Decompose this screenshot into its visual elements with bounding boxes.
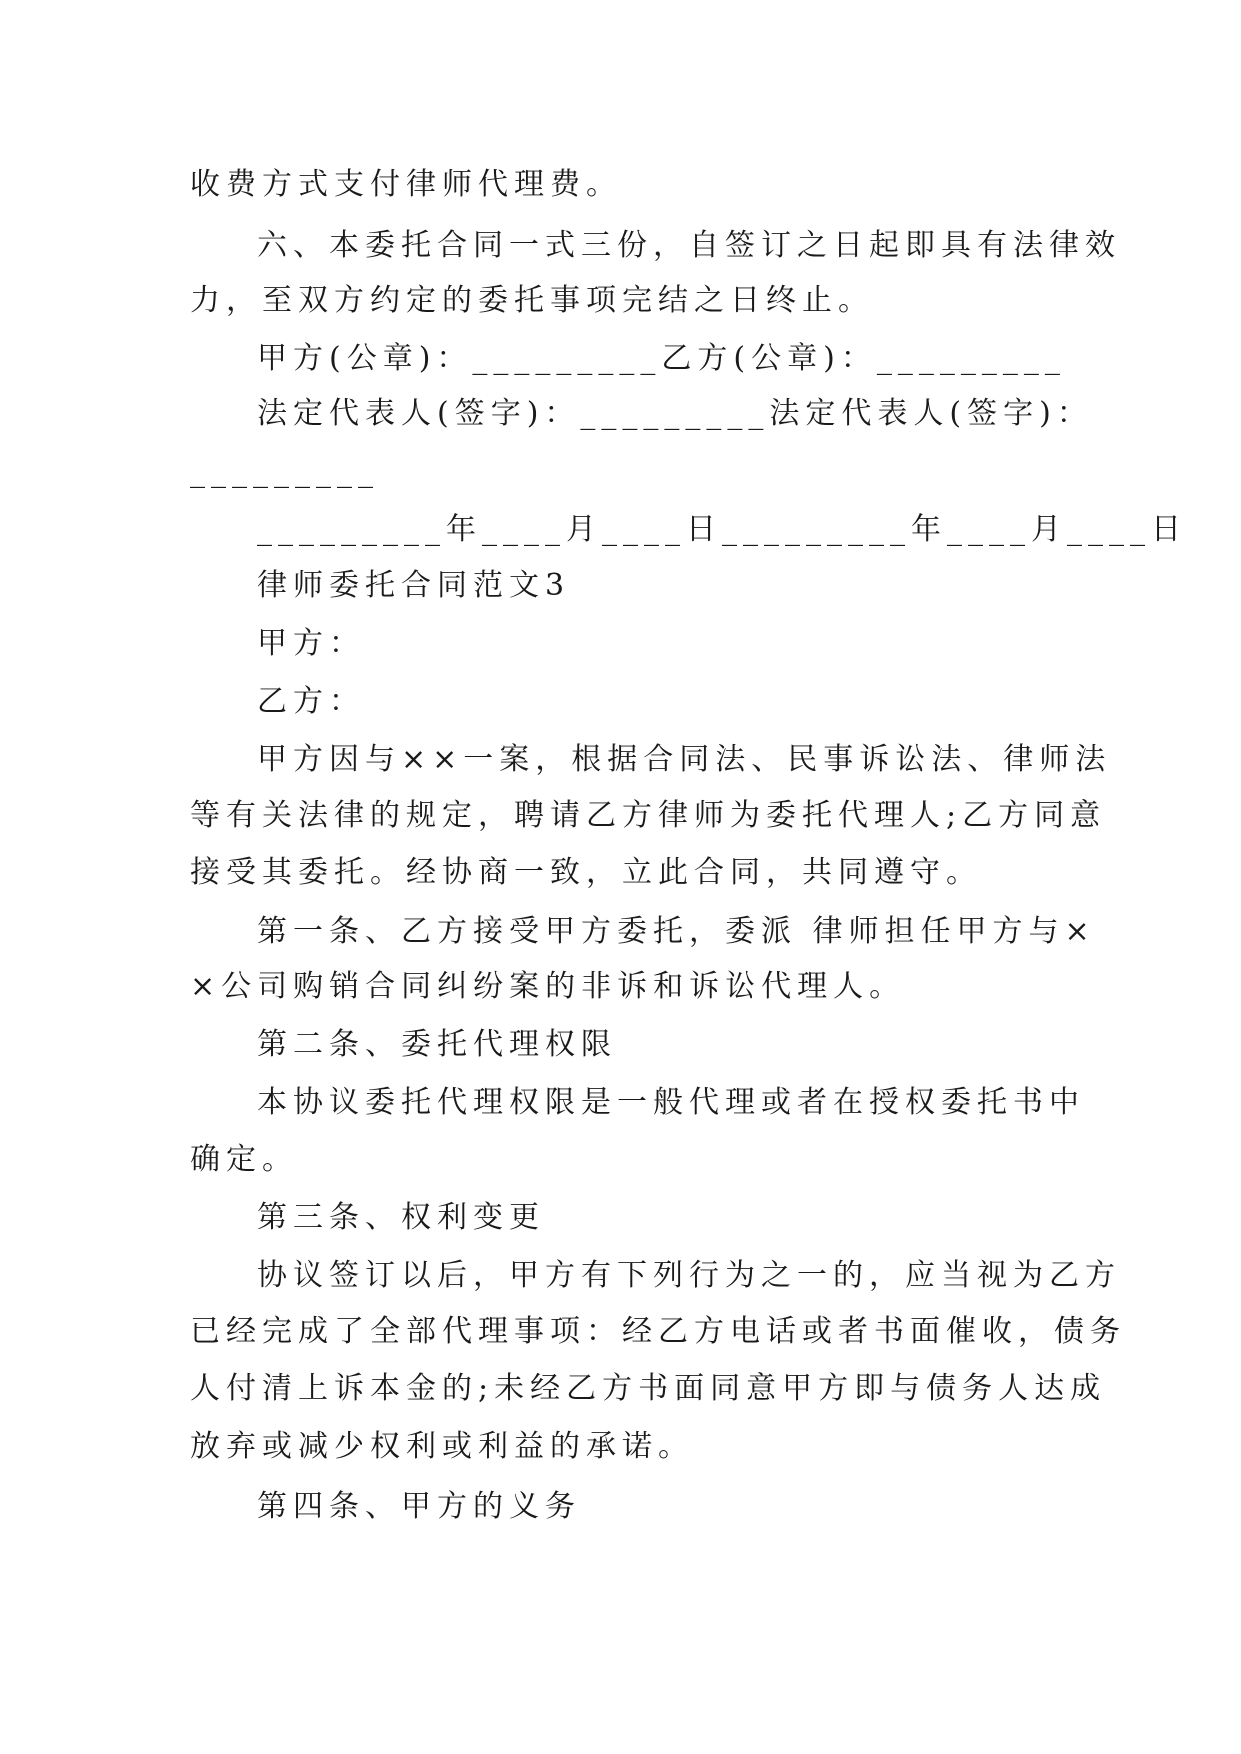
text-line: 六、本委托合同一式三份，自签订之日起即具有法律效 [257,228,1121,263]
text-line: 本协议委托代理权限是一般代理或者在授权委托书中 [257,1085,1085,1120]
text-line: 等有关法律的规定，聘请乙方律师为委托代理人;乙方同意 [190,798,1107,833]
clause-heading: 第一条、乙方接受甲方委托，委派 律师担任甲方与× [257,914,1096,949]
party-a-label: 甲方： [257,626,365,661]
clause-heading: 第三条、权利变更 [257,1200,545,1235]
signature-line-seal: 甲方(公章)：_________乙方(公章)：_________ [257,341,1066,376]
date-line: _________年____月____日_________年____月____日 [257,512,1187,547]
text-line: 甲方因与××一案，根据合同法、民事诉讼法、律师法 [257,742,1112,777]
signature-line-blank: _________ [190,454,379,489]
clause-heading: 第二条、委托代理权限 [257,1027,617,1062]
clause-heading: 第四条、甲方的义务 [257,1489,581,1524]
text-line: 人付清上诉本金的;未经乙方书面同意甲方即与债务人达成 [190,1371,1107,1406]
text-line: 接受其委托。经协商一致，立此合同，共同遵守。 [190,855,982,890]
text-line: 确定。 [190,1142,298,1177]
text-line: 力，至双方约定的委托事项完结之日终止。 [190,283,874,318]
text-line: 放弃或减少权利或利益的承诺。 [190,1429,694,1464]
section-title: 律师委托合同范文3 [257,568,571,603]
text-line: 已经完成了全部代理事项：经乙方电话或者书面催收，债务 [190,1314,1126,1349]
party-b-label: 乙方： [257,684,365,719]
text-line: 收费方式支付律师代理费。 [190,167,622,202]
text-line: 协议签订以后，甲方有下列行为之一的，应当视为乙方 [257,1258,1121,1293]
text-line: ×公司购销合同纠纷案的非诉和诉讼代理人。 [190,969,906,1004]
signature-line-representative: 法定代表人(签字)：_________法定代表人(签字)： [257,396,1093,431]
